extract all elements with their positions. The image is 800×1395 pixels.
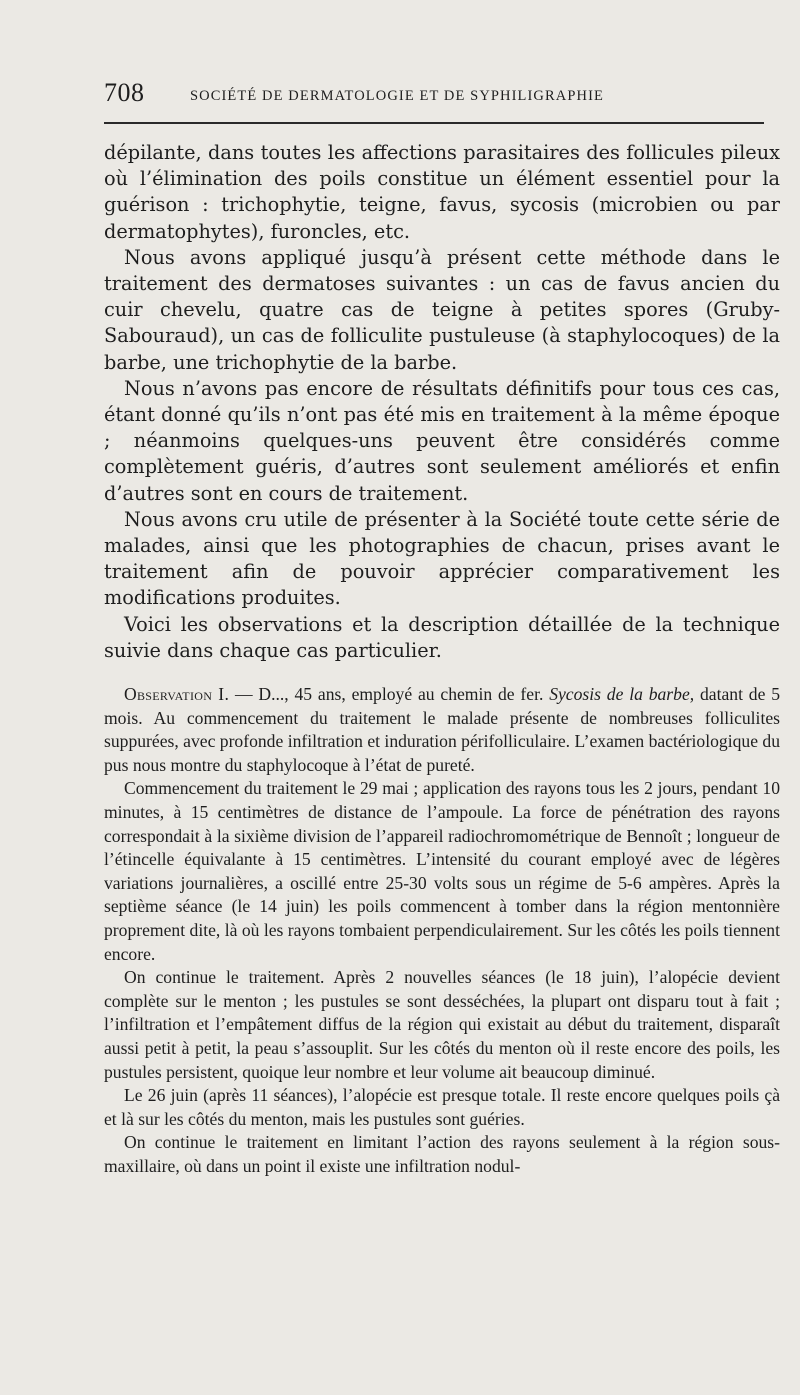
paragraph: Nous avons cru utile de présenter à la Société toute cette série de malades, ainsi que les photographies de chacun, prises avant le traitement afin de pouvoir apprécier comparativement les modifications produites.	[104, 507, 780, 610]
observation-section	[104, 683, 780, 1178]
header-rule	[104, 122, 764, 124]
paragraph: Nous n’avons pas encore de résultats définitifs pour tous ces cas, étant donné qu’ils n’ont pas été mis en traitement à la même époque ; néanmoins quelques-uns peuvent être considérés comme complètement guéris, d’autres sont seulement améliorés et enfin d’autres sont en cours de traitement.	[104, 376, 780, 505]
observation-lead: — D..., 45 ans, employé au chemin de fer.	[229, 684, 550, 704]
page-header	[104, 78, 764, 108]
observation-diagnosis: Sycosis de la barbe,	[549, 684, 695, 704]
observation-paragraph: Commencement du traitement le 29 mai ; application des rayons tous les 2 jours, pendant 10 minutes, à 15 centimètres de distance de l’ampoule. La force de pénétration des rayons correspondait à la sixième division de l’appareil radiochromométrique de Bennoît ; longueur de l’étincelle équivalante à 15 centimètres. L’intensité du courant employé avec de légères variations journalières, a oscillé entre 25-30 volts sous un régime de 5-6 ampères. Après la septième séance (le 14 juin) les poils commencent à tomber dans la région mentonnière proprement dite, là où les rayons tombaient perpendiculairement. Sur les côtés les poils tiennent encore.	[104, 778, 780, 964]
observation-paragraph: Le 26 juin (après 11 séances), l’alopécie est presque totale. Il reste encore quelques poils çà et là sur les côtés du menton, mais les pustules sont guéries.	[104, 1085, 780, 1129]
body-text	[104, 140, 780, 664]
paragraph: dépilante, dans toutes les affections parasitaires des follicules pileux où l’élimination des poils constitue un élément essentiel pour la guérison : trichophytie, teigne, favus, sycosis (microbien ou par dermatophytes), furoncles, etc.	[104, 141, 780, 243]
paragraph: Nous avons appliqué jusqu’à présent cette méthode dans le traitement des dermatoses suivantes : un cas de favus ancien du cuir chevelu, quatre cas de teigne à petites spores (Gruby-Sabouraud), un cas de folliculite pustuleuse (à staphylocoques) de la barbe, une trichophytie de la barbe.	[104, 245, 780, 374]
paragraph: Voici les observations et la description détaillée de la technique suivie dans chaque cas particulier.	[104, 612, 780, 662]
observation-text: datant de 5 mois. Au commencement du traitement le malade présente de nombreuses folliculites suppurées, avec profonde infiltration et induration périfolliculaire. L’examen bactériologique du pus nous montre du staphylocoque à l’état de pureté.	[104, 684, 781, 775]
observation-paragraph: On continue le traitement en limitant l’action des rayons seulement à la région sous-maxillaire, où dans un point il existe une infiltration nodul-	[104, 1132, 780, 1176]
observation-label: Observation I.	[124, 684, 230, 704]
observation-paragraph: On continue le traitement. Après 2 nouvelles séances (le 18 juin), l’alopécie devient complète sur le menton ; les pustules se sont desséchées, la plupart ont disparu tout à fait ; l’infiltration et l’empâtement diffus de la région qui existait au début du traitement, disparaît aussi petit à petit, la peau s’assouplit. Sur les côtés du menton où il reste encore des poils, les pustules persistent, quoique leur nombre et leur volume ait beaucoup diminué.	[104, 967, 780, 1082]
page-number: 708	[104, 78, 145, 107]
running-title: SOCIÉTÉ DE DERMATOLOGIE ET DE SYPHILIGRAPHIE	[190, 88, 604, 104]
observation-paragraph	[104, 683, 780, 777]
